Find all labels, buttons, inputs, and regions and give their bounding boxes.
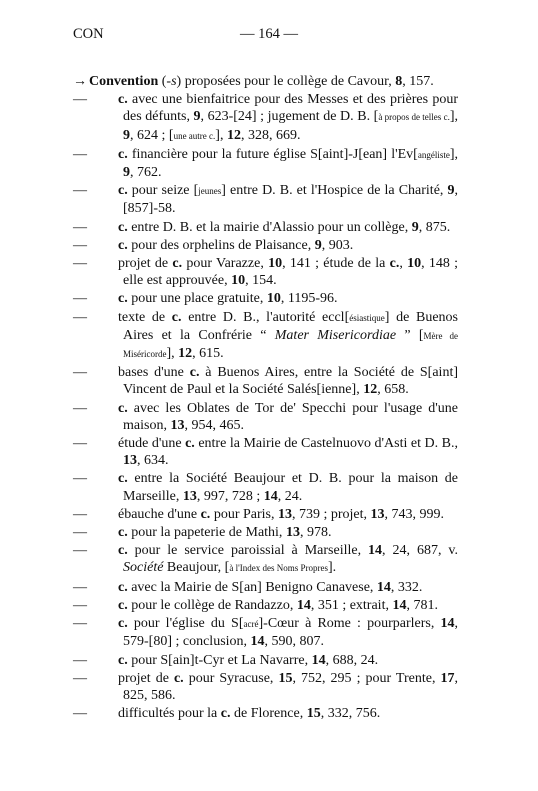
entry-text: 14 [368,543,383,559]
entry-text: à l'Index des Noms Propres [229,563,328,574]
entry-text: 13 [182,488,197,504]
entry-text: c. [118,219,128,235]
entry-text: 9 [314,237,322,253]
entry-text: 10 [268,256,283,272]
entry-dash: — [73,525,87,541]
entry-text: ébauche d'une [118,506,201,522]
entry-text: c. [118,616,128,632]
index-entries [73,73,458,723]
entry-text: c. [389,256,400,272]
index-entry [73,579,458,596]
entry-text: c. [189,365,200,381]
entry-text: ésiastique [349,312,385,323]
entry-text: 12 [178,346,193,362]
entry-text: c. [118,183,128,199]
entry-text: pour Varazze, [182,256,269,272]
entry-text: 13 [123,453,137,469]
entry-text: , 24. [277,488,303,504]
entry-text: 10 [407,256,422,272]
entry-text: pour le collège de Randazzo, [127,597,297,613]
entry-text: , 634. [137,453,169,469]
entry-text: c. [118,400,128,416]
index-entry [73,182,458,217]
entry-text: , 954, 465. [184,417,244,433]
entry-text: à Buenos Aires, entre la Société de S[aint] Vincent de Paul et la Société Salés[ienne], [123,365,459,398]
entry-text: avec les Oblates de Tor de' Specchi pour l'usage d'une maison, [123,400,458,433]
entry-text: 14 [376,579,391,595]
entry-text: pour l'église du S[ [127,616,244,632]
entry-text: 8 [395,74,403,89]
index-entry [73,705,458,722]
entry-text: , 590, 807. [264,634,325,650]
entry-text: projet de [118,670,174,686]
entry-text: Mère de Miséricorde [123,330,459,360]
entry-text: ” [ [396,327,424,343]
index-entry [73,597,458,614]
entry-text: entre D. B. et la mairie d'Alassio pour un collège, [127,219,412,235]
entry-dash: — [73,471,87,487]
entry-text: entre la Mairie de Castelnuovo d'Asti et D. B., [194,436,458,452]
entry-text: 12 [226,127,241,143]
entry-text: , 579-[80] ; conclusion, [123,616,458,650]
entry-text: c. [118,597,128,613]
entry-text: texte de [118,309,172,325]
index-entry [73,73,458,90]
entry-text: pour une place gratuite, [127,291,267,307]
index-entry [73,615,458,650]
entry-text: c. [173,670,184,686]
index-entry [73,237,458,254]
entry-text: c. [118,525,128,541]
index-entry [73,506,458,523]
entry-dash: — [73,146,87,162]
index-entry [73,255,458,289]
entry-text: 15 [278,670,293,686]
index-entry [73,91,458,145]
entry-text: 12 [363,382,378,398]
entry-dash: — [73,670,87,686]
entry-text: , 997, 728 ; [196,488,264,504]
entry-text: , [857]-58. [123,183,458,217]
index-entry [73,524,458,541]
entry-text: c. [118,471,128,487]
entry-dash: — [73,256,87,272]
entry-text: 9 [411,219,419,235]
entry-text: difficultés pour la [118,706,221,722]
entry-text: pour seize [ [127,183,199,199]
entry-text: c. [185,436,195,452]
entry-text: , 332, 756. [320,706,381,722]
entry-text: financière pour la future église S[aint]-J[ean] l'Ev[ [127,146,418,162]
entry-dash: — [73,183,87,199]
entry-text: 10 [231,273,246,289]
entry-text: 14 [296,597,311,613]
index-entry [73,290,458,307]
entry-dash: — [73,579,87,595]
entry-text: 9 [193,109,201,125]
entry-text: jeunes [198,186,222,197]
entry-text: c. [118,579,128,595]
entry-text: 9 [447,183,455,199]
entry-text: étude d'une [118,436,186,452]
entry-text: pour des orphelins de Plaisance, [127,237,315,253]
entry-text: 9 [123,165,130,181]
entry-text: 10 [266,291,281,307]
entry-text: 13 [170,417,185,433]
entry-dash: — [73,219,87,235]
entry-text: à propos de telles c. [378,112,450,123]
entry-dash: — [73,237,87,253]
entry-text: entre D. B., l'autorité eccl[ [181,309,350,325]
entry-text: , 781. [406,597,438,613]
entry-text: ]. [327,560,337,576]
entry-dash: — [73,436,87,452]
entry-dash: — [73,597,87,613]
entry-text: , 739 ; projet, [291,506,371,522]
index-entry [73,400,458,434]
index-entry [73,435,458,469]
entry-text: , 1195-96. [280,291,338,307]
entry-text: 9 [123,127,130,143]
entry-text: , 624 ; [ [130,127,174,143]
entry-text: c. [220,706,231,722]
index-entry [73,309,458,364]
entry-dash: — [73,506,87,522]
entry-text: , 978. [299,525,332,541]
entry-text: avec la Mairie de S[an] Benigno Canavese, [127,579,377,595]
entry-text: 14 [263,488,278,504]
entry-dash: — [73,652,87,668]
entry-text: , 148 ; elle est approuvée, [123,256,459,289]
entry-text: , 752, 295 ; pour Trente, [292,670,441,686]
entry-text: , 875. [418,219,451,235]
entry-text: c. [172,256,183,272]
entry-text: 15 [306,706,321,722]
entry-text: pour Syracuse, [183,670,279,686]
index-entry [73,670,458,704]
entry-text: , 157. [402,74,434,89]
index-entry [73,364,458,398]
entry-text: 14 [392,597,407,613]
entry-text: ], [449,109,458,125]
entry-text: 13 [370,506,385,522]
entry-text: entre la Société Beaujour et D. B. pour la maison de Marseille, [123,471,458,504]
index-entry [73,219,458,236]
entry-text: ]-Cœur à Rome : pourparlers, [258,616,441,632]
entry-text: , 623-[24] ; jugement de D. B. [ [200,109,379,125]
entry-text: pour le service paroissial à Marseille, [127,543,369,559]
page-number: — 164 — [240,26,298,42]
entry-text: ( [158,74,167,89]
entry-text: , 615. [192,346,224,362]
entry-text: pour Paris, [210,506,278,522]
entry-text: angéliste [417,149,450,160]
entry-text: bases d'une [118,365,190,381]
entry-text: 14 [311,652,326,668]
entry-text: une autre c. [173,130,216,141]
entry-text: c. [118,92,128,108]
entry-text: c. [118,652,128,668]
entry-text: ] de Buenos Aires et la Confrérie “ [123,309,458,343]
entry-dash: — [73,309,87,325]
entry-text: , 141 ; étude de la [282,256,390,272]
entry-text: -s [166,74,177,89]
entry-text: , 332. [390,579,423,595]
entry-text: , [399,256,408,272]
entry-text: ], [166,346,179,362]
entry-text: 14 [250,634,265,650]
entry-dash: — [73,365,87,381]
entry-text: , 688, 24. [325,652,379,668]
entry-text: acré [243,619,259,630]
arrow-icon: → [73,74,87,89]
entry-text: avec une bienfaitrice pour des Messes et des prières pour des défunts, [123,92,458,125]
entry-dash: — [73,291,87,307]
entry-text: 17 [440,670,455,686]
entry-text: ) proposées pour le collège de Cavour, [176,74,396,89]
entry-dash: — [73,400,87,416]
entry-text: c. [200,506,211,522]
entry-text: 14 [440,616,455,632]
index-entry [73,470,458,504]
entry-text: projet de [118,256,173,272]
index-entry [73,146,458,181]
entry-text: , 762. [130,165,162,181]
entry-text: , 743, 999. [384,506,445,522]
entry-text: Mater Misericordiae [274,327,397,343]
entry-text: ] entre D. B. et l'Hospice de la Charité, [221,183,448,199]
entry-text: Société [123,560,164,576]
entry-text: , 154. [245,273,277,289]
entry-text: Convention [89,74,159,89]
entry-text: , 903. [321,237,354,253]
entry-text: , 658. [377,382,409,398]
entry-text: ], [449,146,458,162]
entry-text: Beaujour, [ [163,560,230,576]
entry-text: c. [118,543,128,559]
entry-text: c. [118,146,128,162]
entry-text: ], [215,127,227,143]
entry-text: c. [118,237,128,253]
entry-dash: — [73,543,87,559]
entry-text: de Florence, [230,706,307,722]
entry-text: pour la papeterie de Mathi, [127,525,286,541]
entry-text: c. [118,291,128,307]
entry-text: 13 [277,506,292,522]
entry-dash: — [73,92,87,108]
entry-text: pour S[ain]t-Cyr et La Navarre, [127,652,312,668]
entry-text: , 24, 687, v. [382,543,458,559]
index-entry [73,652,458,669]
index-entry [73,542,458,577]
entry-text: 13 [285,525,300,541]
entry-text: , 351 ; extrait, [310,597,393,613]
entry-text: , 825, 586. [123,670,459,703]
running-head: CON [73,26,104,42]
entry-dash: — [73,616,87,632]
entry-dash: — [73,706,87,722]
entry-text: , 328, 669. [240,127,301,143]
entry-text: c. [171,309,182,325]
